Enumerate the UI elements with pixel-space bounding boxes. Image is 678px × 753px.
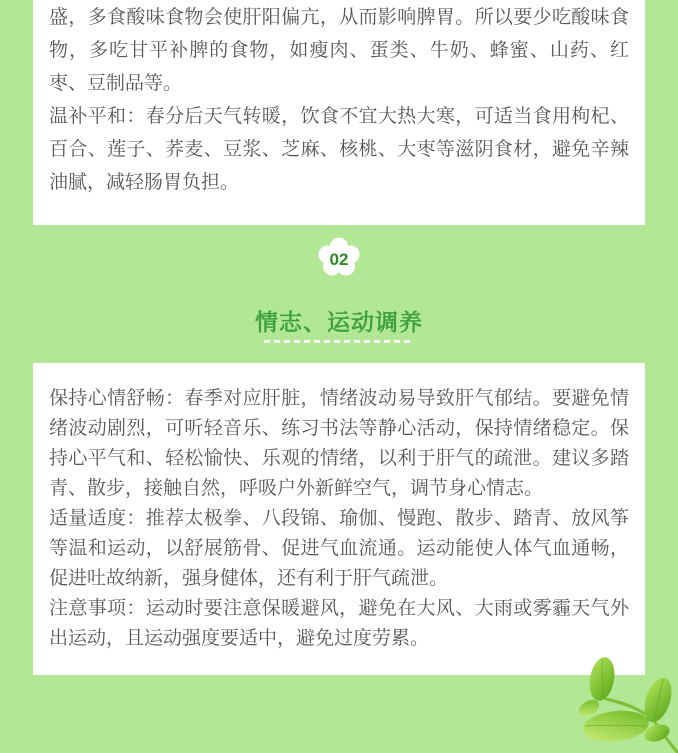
body-paragraph: 温补平和：春分后天气转暖，饮食不宜大热大寒，可适当食用枸杞、百合、莲子、荞麦、豆浆、芝麻、核桃、大枣等滋阴食材，避免辛辣油腻，减轻肠胃负担。 (49, 106, 629, 193)
diet-regimen-card (33, 0, 645, 225)
leaf-branch-icon (566, 653, 678, 753)
body-paragraph: 适量适度：推荐太极拳、八段锦、瑜伽、慢跑、散步、踏青、放风筝等温和运动，以舒展筋骨、促进气血流通。运动能使人体气血通畅，促进吐故纳新，强身健体，还有利于肝气疏泄。 (49, 508, 629, 589)
section-number: 02 (329, 250, 349, 269)
body-paragraph: 注意事项：运动时要注意保暖避风，避免在大风、大雨或雾霾天气外出运动，且运动强度要适中，避免过度劳累。 (49, 598, 629, 649)
section-number-badge (317, 237, 361, 277)
emotion-exercise-card (33, 363, 645, 675)
dashed-divider (264, 340, 414, 343)
body-paragraph: 保持心情舒畅：春季对应肝脏，情绪波动易导致肝气郁结。要避免情绪波动剧烈，可听轻音乐、练习书法等静心活动，保持情绪稳定。保持心平气和、轻松愉快、乐观的情绪，以利于肝气的疏泄。建议多踏青、散步，接触自然，呼吸户外新鲜空气，调节身心情志。 (49, 388, 629, 499)
section-divider (0, 225, 678, 363)
body-paragraph: 盛，多食酸味食物会使肝阳偏亢，从而影响脾胃。所以要少吃酸味食物，多吃甘平补脾的食物，如瘦肉、蛋类、牛奶、蜂蜜、山药、红枣、豆制品等。 (49, 7, 629, 94)
section-title: 情志、运动调养 (255, 309, 423, 335)
